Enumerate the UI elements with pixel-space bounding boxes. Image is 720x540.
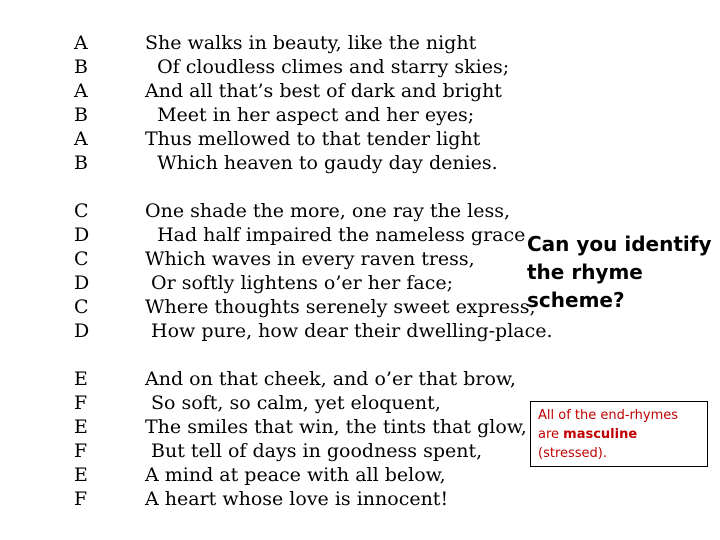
verse-line: Had half impaired the nameless grace bbox=[145, 224, 526, 246]
verse-line: And on that cheek, and o’er that brow, bbox=[145, 368, 516, 390]
note-emphasis: masculine bbox=[563, 427, 638, 442]
verse-line: One shade the more, one ray the less, bbox=[145, 200, 511, 222]
verse-line: Which waves in every raven tress, bbox=[145, 248, 475, 270]
verse-line: A mind at peace with all below, bbox=[145, 464, 446, 486]
rhyme-letter: E bbox=[74, 464, 88, 486]
rhyme-letter: D bbox=[74, 224, 90, 246]
note-prefix: All of the end-rhymes are bbox=[538, 408, 679, 442]
rhyme-letter: C bbox=[74, 296, 89, 318]
verse-line: How pure, how dear their dwelling-place. bbox=[145, 320, 553, 342]
rhyme-letter: E bbox=[74, 368, 88, 390]
rhyme-letter: A bbox=[74, 80, 88, 102]
verse-line: So soft, so calm, yet eloquent, bbox=[145, 392, 441, 414]
verse-line: Or softly lightens o’er her face; bbox=[145, 272, 453, 294]
rhyme-letter: C bbox=[74, 200, 89, 222]
verse-line: Where thoughts serenely sweet express, bbox=[145, 296, 536, 318]
verse-line: The smiles that win, the tints that glow, bbox=[145, 416, 527, 438]
verse-line: Meet in her aspect and her eyes; bbox=[145, 104, 475, 126]
rhyme-letter: A bbox=[74, 32, 88, 54]
rhyme-letter: C bbox=[74, 248, 89, 270]
rhyme-letter: A bbox=[74, 128, 88, 150]
verse-line: A heart whose love is innocent! bbox=[145, 488, 449, 510]
rhyme-letter: B bbox=[74, 152, 88, 174]
verse-line: And all that’s best of dark and bright bbox=[145, 80, 502, 102]
rhyme-letter: F bbox=[74, 440, 88, 462]
rhyme-letter: F bbox=[74, 488, 88, 510]
verse-line: She walks in beauty, like the night bbox=[145, 32, 477, 54]
masculine-rhyme-note bbox=[530, 401, 708, 467]
verse-line: Which heaven to gaudy day denies. bbox=[145, 152, 498, 174]
verse-line: Thus mellowed to that tender light bbox=[145, 128, 481, 150]
verse-line: Of cloudless climes and starry skies; bbox=[145, 56, 510, 78]
rhyme-letter: B bbox=[74, 56, 88, 78]
rhyme-letter: D bbox=[74, 272, 90, 294]
rhyme-scheme-question: Can you identify the rhyme scheme? bbox=[527, 232, 712, 312]
rhyme-letter: E bbox=[74, 416, 88, 438]
rhyme-letter: B bbox=[74, 104, 88, 126]
rhyme-letter: D bbox=[74, 320, 90, 342]
rhyme-letter: F bbox=[74, 392, 88, 414]
verse-line: But tell of days in goodness spent, bbox=[145, 440, 483, 462]
note-suffix: (stressed). bbox=[538, 446, 607, 461]
